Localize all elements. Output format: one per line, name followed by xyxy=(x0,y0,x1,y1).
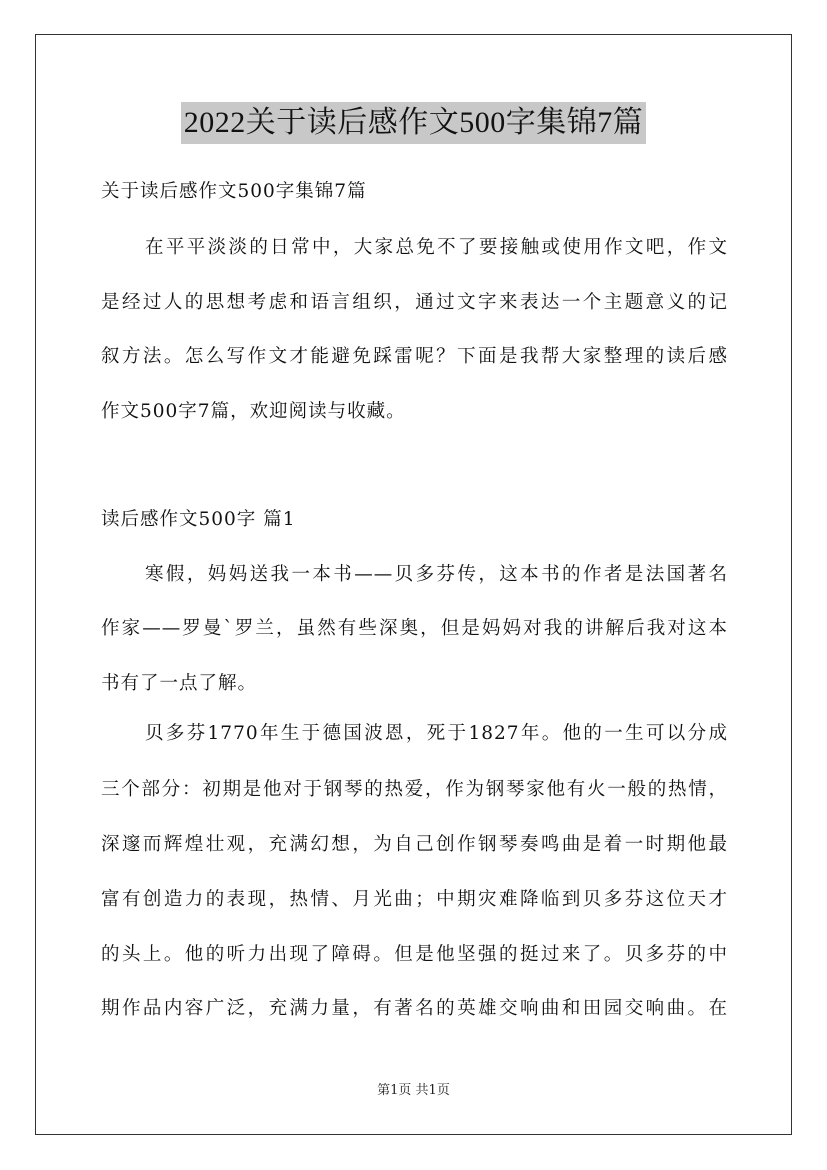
intro-line: 叙方法。怎么写作文才能避免踩雷呢？下面是我帮大家整理的读后感 xyxy=(101,346,728,367)
document-title: 2022关于读后感作文500字集锦7篇 xyxy=(181,102,647,144)
page-footer: 第1页 共1页 xyxy=(377,1083,450,1098)
paragraph-line: 期作品内容广泛，充满力量，有著名的英雄交响曲和田园交响曲。在 xyxy=(101,998,728,1019)
intro-line: 在平平淡淡的日常中，大家总免不了要接触或使用作文吧，作文 xyxy=(145,237,728,258)
paragraph-line: 富有创造力的表现，热情、月光曲；中期灾难降临到贝多芬这位天才 xyxy=(101,889,728,910)
paragraph-line: 深邃而辉煌壮观，充满幻想，为自己创作钢琴奏鸣曲是着一时期他最 xyxy=(101,834,728,855)
intro-line: 作文500字7篇，欢迎阅读与收藏。 xyxy=(101,401,406,422)
paragraph-line: 作家——罗曼`罗兰，虽然有些深奥，但是妈妈对我的讲解后我对这本 xyxy=(101,618,728,639)
paragraph-line: 的头上。他的听力出现了障碍。但是他坚强的挺过来了。贝多芬的中 xyxy=(101,944,728,965)
section-heading: 读后感作文500字 篇1 xyxy=(101,509,296,530)
subtitle: 关于读后感作文500字集锦7篇 xyxy=(101,181,367,202)
paragraph-line: 贝多芬1770年生于德国波恩，死于1827年。他的一生可以分成 xyxy=(145,723,728,744)
paragraph-line: 书有了一点了解。 xyxy=(101,673,258,694)
paragraph-line: 三个部分：初期是他对于钢琴的热爱，作为钢琴家他有火一般的热情， xyxy=(101,779,728,800)
title-container xyxy=(0,102,827,144)
intro-line: 是经过人的思想考虑和语言组织，通过文字来表达一个主题意义的记 xyxy=(101,292,728,313)
paragraph-line: 寒假，妈妈送我一本书——贝多芬传，这本书的作者是法国著名 xyxy=(145,564,728,585)
